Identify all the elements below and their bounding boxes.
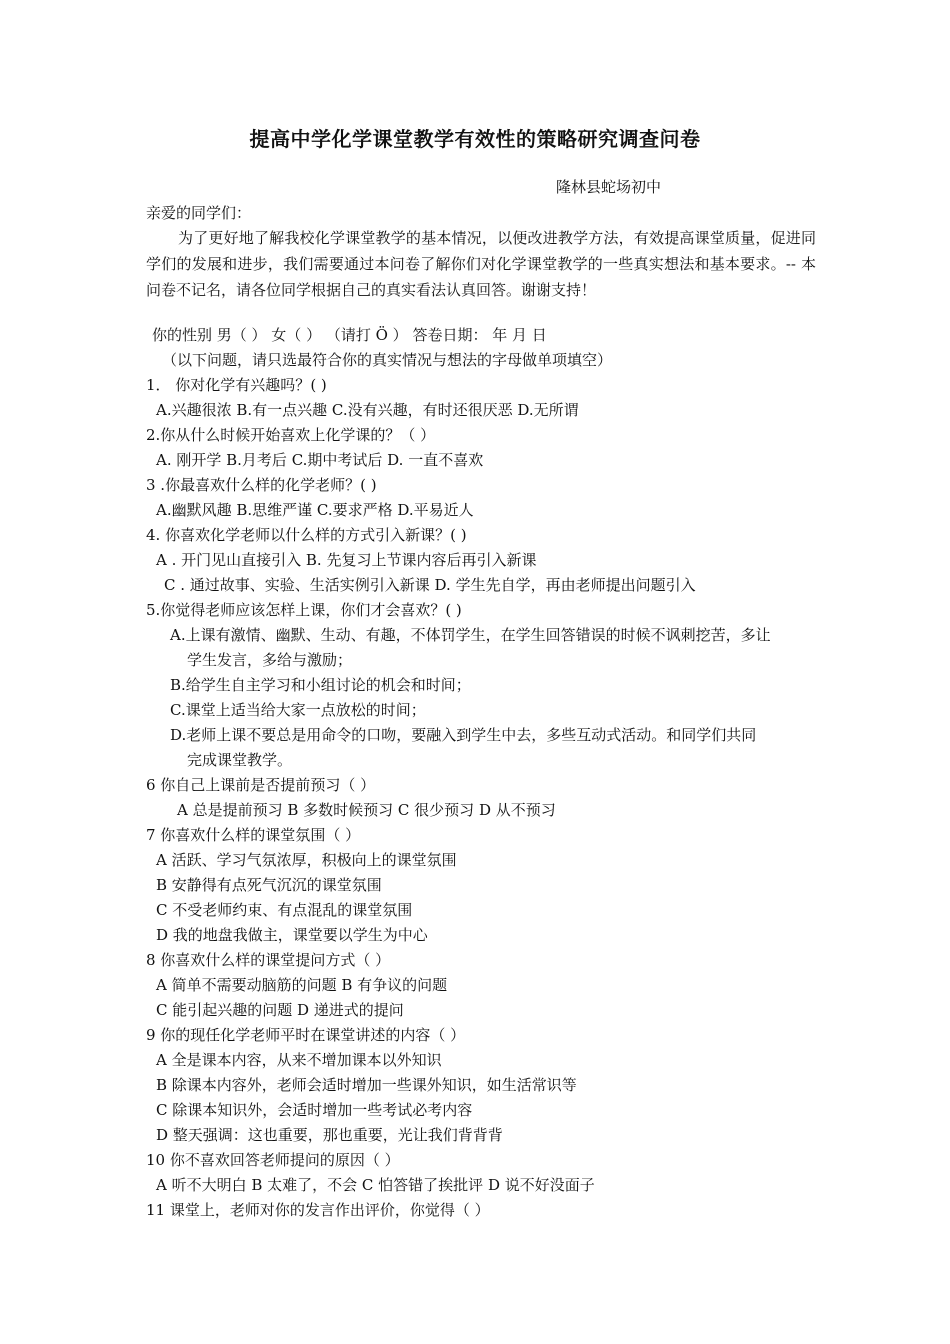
question-5-option-a-cont: 学生发言，多给与激励； (187, 651, 353, 669)
question-2-options: A. 刚开学 B.月考后 C.期中考试后 D. 一直不喜欢 (156, 451, 484, 469)
question-7: 7 你喜欢什么样的课堂氛围（ ） (146, 826, 361, 844)
question-9-option-a: A 全是课本内容，从来不增加课本以外知识 (156, 1051, 442, 1069)
question-9-option-d: D 整天强调：这也重要，那也重要，光让我们背背背 (156, 1126, 503, 1144)
question-5-option-c: C.课堂上适当给大家一点放松的时间； (170, 701, 426, 719)
question-6-options: A 总是提前预习 B 多数时候预习 C 很少预习 D 从不预习 (177, 801, 556, 819)
question-5: 5.你觉得老师应该怎样上课，你们才会喜欢？( ) (146, 601, 462, 619)
question-8: 8 你喜欢什么样的课堂提问方式（ ） (146, 951, 391, 969)
question-10: 10 你不喜欢回答老师提问的原因（ ） (146, 1151, 400, 1169)
question-4: 4. 你喜欢化学老师以什么样的方式引入新课？( ) (146, 526, 467, 544)
gender-date-line: 你的性别 男（ ） 女（ ） （请打 Ö ） 答卷日期： 年 月 日 (152, 326, 547, 344)
question-9-option-c: C 除课本知识外，会适时增加一些考试必考内容 (156, 1101, 473, 1119)
question-5-option-b: B.给学生自主学习和小组讨论的机会和时间； (170, 676, 471, 694)
school-name: 隆林县蛇场初中 (556, 178, 662, 196)
page-title: 提高中学化学课堂教学有效性的策略研究调查问卷 (249, 127, 701, 151)
question-5-option-d-cont: 完成课堂教学。 (187, 751, 293, 769)
question-10-options: A 听不大明白 B 太难了，不会 C 怕答错了挨批评 D 说不好没面子 (156, 1176, 595, 1194)
question-8-options-ab: A 简单不需要动脑筋的问题 B 有争议的问题 (156, 976, 448, 994)
intro-paragraph: 为了更好地了解我校化学课堂教学的基本情况，以便改进教学方法，有效提高课堂质量，促进同学们的发展和进步，我们需要通过本问卷了解你们对化学课堂教学的一些真实想法和基本要求。-- 本问卷不记名，请各位同学根据自己的真实看法认真回答。谢谢支持！ (146, 229, 816, 299)
question-9: 9 你的现任化学老师平时在课堂讲述的内容（ ） (146, 1026, 466, 1044)
question-1-options: A.兴趣很浓 B.有一点兴趣 C.没有兴趣，有时还很厌恶 D.无所谓 (156, 401, 579, 419)
instruction: （以下问题，请只选最符合你的真实情况与想法的字母做单项填空） (162, 351, 613, 369)
question-11: 11 课堂上，老师对你的发言作出评价，你觉得（ ） (146, 1201, 490, 1219)
question-7-option-b: B 安静得有点死气沉沉的课堂氛围 (156, 876, 382, 894)
question-7-option-c: C 不受老师约束、有点混乱的课堂氛围 (156, 901, 413, 919)
question-4-options-cd: C . 通过故事、实验、生活实例引入新课 D. 学生先自学，再由老师提出问题引入 (164, 576, 696, 594)
question-3: 3 .你最喜欢什么样的化学老师？( ) (146, 476, 377, 494)
question-5-option-d: D.老师上课不要总是用命令的口吻，要融入到学生中去，多些互动式活动。和同学们共同 (170, 726, 757, 744)
question-9-option-b: B 除课本内容外，老师会适时增加一些课外知识，如生活常识等 (156, 1076, 577, 1094)
question-3-options: A.幽默风趣 B.思维严谨 C.要求严格 D.平易近人 (156, 501, 474, 519)
greeting: 亲爱的同学们： (146, 204, 252, 222)
question-2: 2.你从什么时候开始喜欢上化学课的？（ ） (146, 426, 436, 444)
question-4-options-ab: A . 开门见山直接引入 B. 先复习上节课内容后再引入新课 (156, 551, 537, 569)
question-5-option-a: A.上课有激情、幽默、生动、有趣，不体罚学生，在学生回答错误的时候不讽刺挖苦，多让 (170, 626, 771, 644)
question-7-option-d: D 我的地盘我做主，课堂要以学生为中心 (156, 926, 428, 944)
question-7-option-a: A 活跃、学习气氛浓厚，积极向上的课堂氛围 (156, 851, 457, 869)
question-1: 1． 你对化学有兴趣吗？( ) (146, 376, 327, 394)
question-6: 6 你自己上课前是否提前预习（ ） (146, 776, 376, 794)
question-8-options-cd: C 能引起兴趣的问题 D 递进式的提问 (156, 1001, 404, 1019)
